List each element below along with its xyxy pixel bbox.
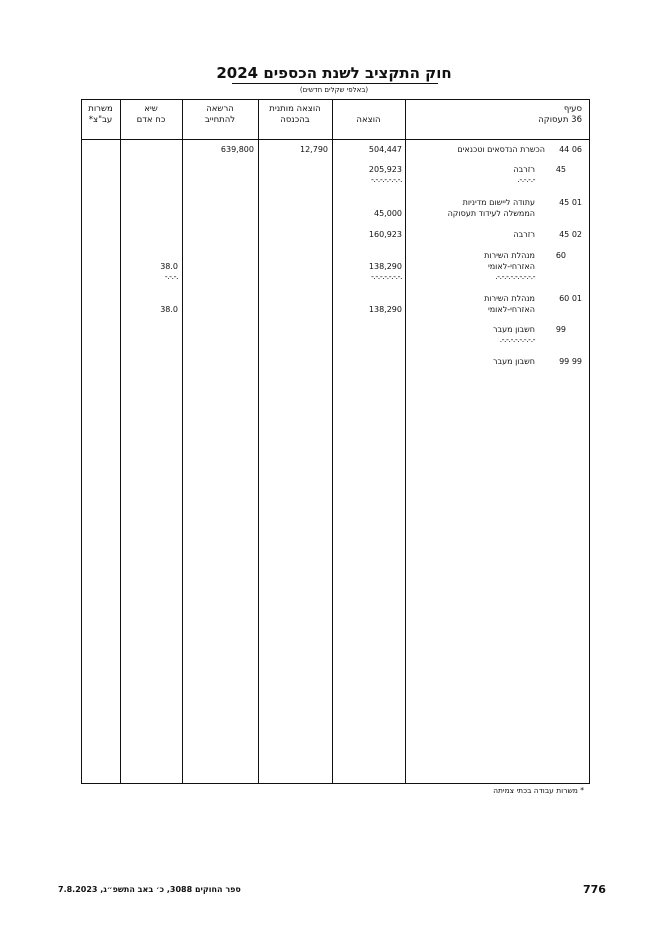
- page-title: חוק התקציב לשנת הכספים 2024: [216, 64, 452, 82]
- row-name: רזרבה: [513, 230, 535, 239]
- row-expense: 138,290: [368, 262, 402, 271]
- row-expense: 160,923: [368, 230, 402, 239]
- row-name-line2: האזרחי-לאומי: [487, 262, 535, 271]
- header-divider: [81, 139, 590, 140]
- row-name-line1: מנהלת השירות: [484, 294, 535, 303]
- header-contract-line1: משרות: [88, 104, 113, 114]
- header-contract-positions: [81, 104, 120, 126]
- row-expense: 45,000: [374, 209, 402, 218]
- row-manpower: 38.0: [160, 262, 178, 271]
- row-name: חשבון מעבר: [492, 357, 535, 366]
- row-name: רזרבה: [513, 165, 535, 174]
- row-expense: 138,290: [368, 305, 402, 314]
- header-expense: הוצאה: [356, 115, 381, 125]
- row-code: 45 02: [559, 230, 582, 239]
- column-divider: [332, 99, 333, 784]
- row-name: הכשרת הנדסאים וטכנאים: [457, 145, 545, 154]
- page-subtitle: (באלפי שקלים חדשים): [299, 86, 369, 94]
- row-manpower-underline: -.-.-.: [164, 272, 178, 281]
- row-expense-underline: -.-.-.-.-.-.-.: [370, 175, 402, 184]
- row-code: 99: [555, 325, 566, 334]
- title-underline: [232, 83, 438, 84]
- row-name-line2: האזרחי-לאומי: [487, 305, 535, 314]
- row-commitment: 639,800: [220, 145, 254, 154]
- header-conditional-line1: הוצאה מותנית: [269, 104, 321, 114]
- header-commitment-line1: הרשאה: [206, 104, 234, 114]
- row-name-line1: עתודה ליישום מדיניות: [462, 198, 535, 207]
- header-commitment-line2: להתחייב: [204, 115, 236, 125]
- header-manpower: [120, 104, 182, 126]
- row-code: 45 01: [559, 198, 582, 207]
- row-name-underline: -.-.-.-.-.-.-.-.: [499, 335, 535, 344]
- column-divider: [258, 99, 259, 784]
- row-code: 60: [555, 251, 566, 260]
- row-name-line2: הממשלה לעידוד תעסוקה: [447, 209, 535, 218]
- publication-info: ספר החוקים 3088, כ׳ באב התשפ״ג, 7.8.2023: [58, 885, 241, 894]
- header-section: [490, 104, 582, 126]
- row-name-line1: מנהלת השירות: [484, 251, 535, 260]
- row-code: 60 01: [559, 294, 582, 303]
- row-manpower: 38.0: [160, 305, 178, 314]
- header-conditional-expense: [258, 104, 332, 126]
- row-expense: 205,923: [368, 165, 402, 174]
- header-manpower-line2: כח אדם: [136, 115, 166, 125]
- header-section-title: סעיף: [563, 104, 582, 114]
- footnote: * משרות עבודה בכתי צמיתה: [493, 786, 584, 795]
- column-divider: [182, 99, 183, 784]
- header-commitment: [182, 104, 258, 126]
- row-expense: 504,447: [368, 145, 402, 154]
- row-name-underline: -.-.-.-.: [517, 175, 535, 184]
- row-name: חשבון מעבר: [492, 325, 535, 334]
- page-number: 776: [583, 883, 606, 896]
- row-conditional: 12,790: [300, 145, 328, 154]
- header-section-name: 36 תעסוקה: [538, 115, 582, 125]
- row-code: 99 99: [559, 357, 582, 366]
- column-divider: [405, 99, 406, 784]
- header-conditional-line2: בהכנסה: [280, 115, 310, 125]
- column-divider: [120, 99, 121, 784]
- row-code: 45: [555, 165, 566, 174]
- row-expense-underline: -.-.-.-.-.-.-.: [370, 272, 402, 281]
- header-contract-line2: עב"צ*: [88, 115, 113, 125]
- row-code: 44 06: [559, 145, 582, 154]
- row-name-underline: -.-.-.-.-.-.-.-.-.: [495, 272, 535, 281]
- header-manpower-line1: שיא: [144, 104, 158, 114]
